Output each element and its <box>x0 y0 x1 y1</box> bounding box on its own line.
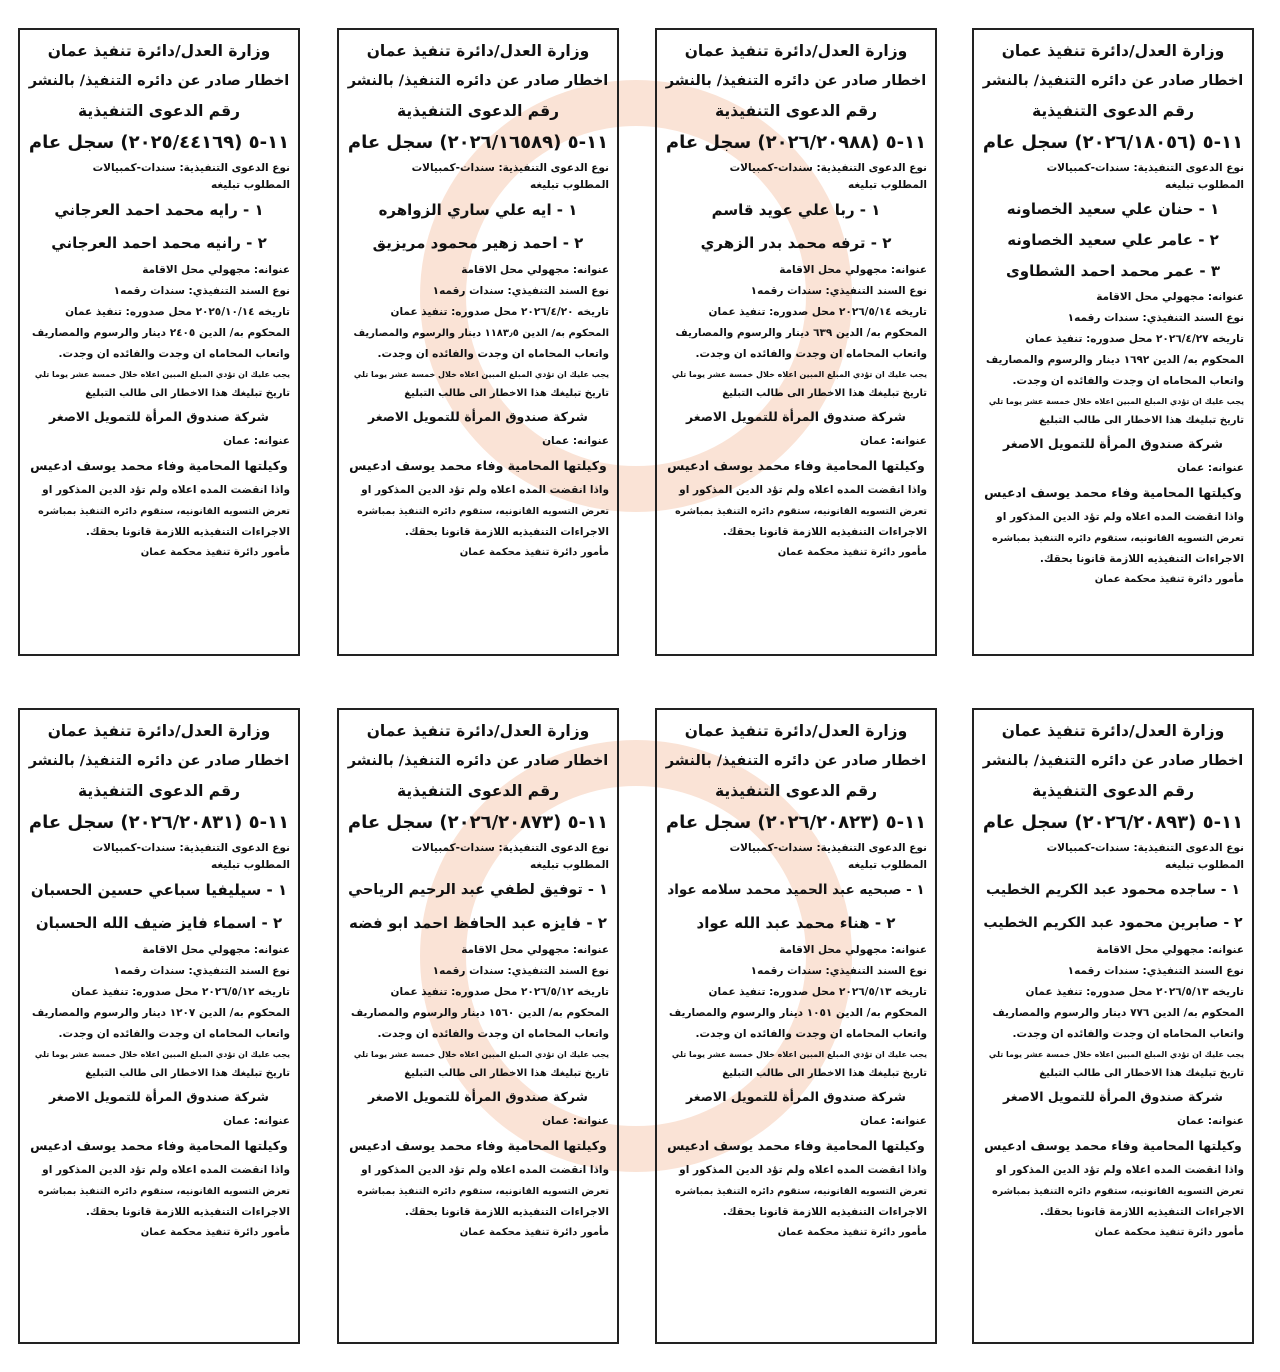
case-label: رقم الدعوى التنفيذية <box>77 782 241 800</box>
company-name: شركة صندوق المرأة للتمويل الاصغر <box>49 1089 269 1104</box>
amount-line: المحكوم به/ الدين ١٢٠٧ دينار والرسوم والمصاريف <box>32 1007 290 1019</box>
party-name: ٢ - رانيه محمد احمد العرجاني <box>51 234 267 252</box>
pay-line: تاريخ تبليغك هذا الاخطار الى طالب التبليغ <box>1039 1068 1244 1079</box>
pay-line: تاريخ تبليغك هذا الاخطار الى طالب التبليغ <box>85 388 290 399</box>
company-address: عنوانه: عمان <box>860 435 927 447</box>
case-number: ١١-٥ (٢٠٢٦/٢٠٨٣١) سجل عام <box>28 812 290 833</box>
amount-line: المحكوم به/ الدين ٧٧٦ دينار والرسوم والمصاريف <box>992 1007 1244 1019</box>
parties-list <box>665 874 927 940</box>
pay-line: تاريخ تبليغك هذا الاخطار الى طالب التبليغ <box>404 1068 609 1079</box>
to-notify-label: المطلوب تبليغه <box>530 859 609 871</box>
company-name: شركة صندوق المرأة للتمويل الاصغر <box>368 409 588 424</box>
ministry-header: وزارة العدل/دائرة تنفيذ عمان <box>366 722 590 740</box>
deed-type: نوع السند التنفيذي: سندات رقمه١ <box>432 285 609 297</box>
warning-line: واذا انقضت المده اعلاه ولم تؤد الدين المذكور او <box>679 484 927 496</box>
parties-list <box>982 874 1244 940</box>
pay-line: تاريخ تبليغك هذا الاخطار الى طالب التبليغ <box>722 388 927 399</box>
party-name: ٢ - صابرين محمود عبد الكريم الخطيب <box>983 915 1243 931</box>
party-name: ١ - ربا علي عويد قاسم <box>711 201 881 219</box>
to-notify-label: المطلوب تبليغه <box>848 179 927 191</box>
amount-line: المحكوم به/ الدين ١٠٥١ دينار والرسوم والمصاريف <box>669 1007 927 1019</box>
warning-line: الاجراءات التنفيذيه اللازمة قانونا بحقك. <box>1039 553 1244 565</box>
fees-line: واتعاب المحاماه ان وجدت والفائده ان وجدت. <box>695 348 927 360</box>
company-address: عنوانه: عمان <box>542 435 609 447</box>
case-label: رقم الدعوى التنفيذية <box>714 102 878 120</box>
party-name: ١ - ايه علي ساري الزواهره <box>378 201 578 219</box>
to-notify-label: المطلوب تبليغه <box>1165 859 1244 871</box>
case-label: رقم الدعوى التنفيذية <box>77 102 241 120</box>
company-name: شركة صندوق المرأة للتمويل الاصغر <box>686 409 906 424</box>
ministry-header: وزارة العدل/دائرة تنفيذ عمان <box>47 722 271 740</box>
address-line: عنوانه: مجهولي محل الاقامة <box>461 264 609 276</box>
address-line: عنوانه: مجهولي محل الاقامة <box>142 944 290 956</box>
company-address: عنوانه: عمان <box>223 435 290 447</box>
address-line: عنوانه: مجهولي محل الاقامة <box>779 944 927 956</box>
deed-type: نوع السند التنفيذي: سندات رقمه١ <box>113 965 290 977</box>
ministry-header: وزارة العدل/دائرة تنفيذ عمان <box>47 42 271 60</box>
notice-card <box>337 708 619 1344</box>
case-type: نوع الدعوى التنفيذية: سندات-كمبيالات <box>1046 162 1244 174</box>
parties-list <box>28 194 290 260</box>
warning-line: تعرض التسويه القانونيه، ستقوم دائره التنفيذ بمباشره <box>38 1186 290 1197</box>
case-label: رقم الدعوى التنفيذية <box>1031 782 1195 800</box>
warning-line: واذا انقضت المده اعلاه ولم تؤد الدين المذكور او <box>361 484 609 496</box>
warning-line: الاجراءات التنفيذيه اللازمة قانونا بحقك. <box>85 526 290 538</box>
pay-line: تاريخ تبليغك هذا الاخطار الى طالب التبليغ <box>85 1068 290 1079</box>
fees-line: واتعاب المحاماه ان وجدت والفائده ان وجدت. <box>695 1028 927 1040</box>
deed-type: نوع السند التنفيذي: سندات رقمه١ <box>1067 965 1244 977</box>
company-address: عنوانه: عمان <box>223 1115 290 1127</box>
case-number: ١١-٥ (٢٠٢٦/١٦٥٨٩) سجل عام <box>347 132 609 153</box>
date-line: تاريخه ٢٠٢٦/٥/١٢ محل صدوره: تنفيذ عمان <box>390 986 609 998</box>
notice-card <box>655 28 937 656</box>
parties-list <box>982 194 1244 287</box>
company-address: عنوانه: عمان <box>542 1115 609 1127</box>
party-name: ١ - توفيق لطفي عبد الرحيم الرياحي <box>348 882 608 898</box>
to-notify-label: المطلوب تبليغه <box>211 179 290 191</box>
notice-title: اخطار صادر عن دائره التنفيذ/ بالنشر <box>982 753 1244 769</box>
date-line: تاريخه ٢٠٢٦/٤/٢٧ محل صدوره: تنفيذ عمان <box>1025 333 1244 345</box>
to-notify-label: المطلوب تبليغه <box>530 179 609 191</box>
warning-line: واذا انقضت المده اعلاه ولم تؤد الدين المذكور او <box>679 1164 927 1176</box>
pay-line: يجب عليك ان تؤدي المبلغ المبين اعلاه خلال خمسة عشر يوما تلي <box>671 1050 927 1059</box>
warning-line: الاجراءات التنفيذيه اللازمة قانونا بحقك. <box>1039 1206 1244 1218</box>
lawyer-name: وكيلتها المحامية وفاء محمد يوسف ادعيس <box>667 1138 925 1153</box>
company-address: عنوانه: عمان <box>1177 462 1244 474</box>
address-line: عنوانه: مجهولي محل الاقامة <box>1096 291 1244 303</box>
officer-signature: مأمور دائرة تنفيذ محكمة عمان <box>777 1227 927 1238</box>
notice-title: اخطار صادر عن دائره التنفيذ/ بالنشر <box>982 73 1244 89</box>
pay-line: تاريخ تبليغك هذا الاخطار الى طالب التبليغ <box>1039 415 1244 426</box>
fees-line: واتعاب المحاماه ان وجدت والفائده ان وجدت. <box>377 1028 609 1040</box>
pay-line: يجب عليك ان تؤدي المبلغ المبين اعلاه خلال خمسة عشر يوما تلي <box>353 370 609 379</box>
deed-type: نوع السند التنفيذي: سندات رقمه١ <box>750 965 927 977</box>
party-name: ١ - سيليفيا سباعي حسين الحسبان <box>30 881 288 899</box>
notice-title: اخطار صادر عن دائره التنفيذ/ بالنشر <box>28 73 290 89</box>
party-name: ٣ - عمر محمد احمد الشطاوى <box>1006 262 1220 280</box>
amount-line: المحكوم به/ الدين ١٥٦٠ دينار والرسوم والمصاريف <box>351 1007 609 1019</box>
case-type: نوع الدعوى التنفيذية: سندات-كمبيالات <box>411 842 609 854</box>
case-number: ١١-٥ (٢٠٢٦/٢٠٨٢٣) سجل عام <box>665 812 927 833</box>
notice-card <box>972 28 1254 656</box>
notice-card <box>337 28 619 656</box>
case-label: رقم الدعوى التنفيذية <box>396 102 560 120</box>
warning-line: تعرض التسويه القانونيه، ستقوم دائره التنفيذ بمباشره <box>675 506 927 517</box>
notice-title: اخطار صادر عن دائره التنفيذ/ بالنشر <box>347 753 609 769</box>
date-line: تاريخه ٢٠٢٦/٥/١٣ محل صدوره: تنفيذ عمان <box>1025 986 1244 998</box>
company-name: شركة صندوق المرأة للتمويل الاصغر <box>1003 1089 1223 1104</box>
case-type: نوع الدعوى التنفيذية: سندات-كمبيالات <box>729 842 927 854</box>
amount-line: المحكوم به/ الدين ٦٣٩ دينار والرسوم والمصاريف <box>675 327 927 339</box>
officer-signature: مأمور دائرة تنفيذ محكمة عمان <box>1094 574 1244 585</box>
notice-title: اخطار صادر عن دائره التنفيذ/ بالنشر <box>347 73 609 89</box>
pay-line: يجب عليك ان تؤدي المبلغ المبين اعلاه خلال خمسة عشر يوما تلي <box>671 370 927 379</box>
pay-line: يجب عليك ان تؤدي المبلغ المبين اعلاه خلال خمسة عشر يوما تلي <box>34 370 290 379</box>
party-name: ٢ - هناء محمد عبد الله عواد <box>696 914 896 932</box>
fees-line: واتعاب المحاماه ان وجدت والفائده ان وجدت. <box>58 348 290 360</box>
to-notify-label: المطلوب تبليغه <box>211 859 290 871</box>
pay-line: تاريخ تبليغك هذا الاخطار الى طالب التبليغ <box>404 388 609 399</box>
case-label: رقم الدعوى التنفيذية <box>396 782 560 800</box>
officer-signature: مأمور دائرة تنفيذ محكمة عمان <box>459 1227 609 1238</box>
deed-type: نوع السند التنفيذي: سندات رقمه١ <box>113 285 290 297</box>
notice-card <box>18 708 300 1344</box>
officer-signature: مأمور دائرة تنفيذ محكمة عمان <box>140 547 290 558</box>
case-type: نوع الدعوى التنفيذية: سندات-كمبيالات <box>729 162 927 174</box>
notice-title: اخطار صادر عن دائره التنفيذ/ بالنشر <box>665 73 927 89</box>
warning-line: الاجراءات التنفيذيه اللازمة قانونا بحقك. <box>404 1206 609 1218</box>
pay-line: يجب عليك ان تؤدي المبلغ المبين اعلاه خلال خمسة عشر يوما تلي <box>34 1050 290 1059</box>
case-number: ١١-٥ (٢٠٢٦/٢٠٨٧٣) سجل عام <box>347 812 609 833</box>
notice-card <box>972 708 1254 1344</box>
party-name: ١ - حنان علي سعيد الخصاونه <box>1006 200 1220 218</box>
lawyer-name: وكيلتها المحامية وفاء محمد يوسف ادعيس <box>984 1138 1242 1153</box>
case-type: نوع الدعوى التنفيذية: سندات-كمبيالات <box>1046 842 1244 854</box>
case-label: رقم الدعوى التنفيذية <box>714 782 878 800</box>
parties-list <box>28 874 290 940</box>
date-line: تاريخه ٢٠٢٦/٥/١٤ محل صدوره: تنفيذ عمان <box>708 306 927 318</box>
deed-type: نوع السند التنفيذي: سندات رقمه١ <box>432 965 609 977</box>
amount-line: المحكوم به/ الدين ١١٨٣٫٥ دينار والرسوم والمصاريف <box>353 328 609 339</box>
to-notify-label: المطلوب تبليغه <box>1165 179 1244 191</box>
fees-line: واتعاب المحاماه ان وجدت والفائده ان وجدت. <box>377 348 609 360</box>
warning-line: تعرض التسويه القانونيه، ستقوم دائره التنفيذ بمباشره <box>38 506 290 517</box>
notice-card <box>655 708 937 1344</box>
warning-line: الاجراءات التنفيذيه اللازمة قانونا بحقك. <box>85 1206 290 1218</box>
pay-line: يجب عليك ان تؤدي المبلغ المبين اعلاه خلال خمسة عشر يوما تلي <box>353 1050 609 1059</box>
party-name: ١ - صبحيه عبد الحميد محمد سلامه عواد <box>667 882 925 898</box>
warning-line: تعرض التسويه القانونيه، ستقوم دائره التنفيذ بمباشره <box>675 1186 927 1197</box>
party-name: ٢ - ترفه محمد بدر الزهري <box>700 234 892 252</box>
deed-type: نوع السند التنفيذي: سندات رقمه١ <box>1067 312 1244 324</box>
officer-signature: مأمور دائرة تنفيذ محكمة عمان <box>459 547 609 558</box>
warning-line: تعرض التسويه القانونيه، ستقوم دائره التنفيذ بمباشره <box>357 506 609 517</box>
company-address: عنوانه: عمان <box>1177 1115 1244 1127</box>
warning-line: واذا انقضت المده اعلاه ولم تؤد الدين المذكور او <box>996 511 1244 523</box>
case-number: ١١-٥ (٢٠٢٥/٤٤١٦٩) سجل عام <box>28 132 290 153</box>
warning-line: تعرض التسويه القانونيه، ستقوم دائره التنفيذ بمباشره <box>357 1186 609 1197</box>
case-type: نوع الدعوى التنفيذية: سندات-كمبيالات <box>92 162 290 174</box>
officer-signature: مأمور دائرة تنفيذ محكمة عمان <box>140 1227 290 1238</box>
address-line: عنوانه: مجهولي محل الاقامة <box>461 944 609 956</box>
ministry-header: وزارة العدل/دائرة تنفيذ عمان <box>684 42 908 60</box>
warning-line: الاجراءات التنفيذيه اللازمة قانونا بحقك. <box>722 526 927 538</box>
warning-line: تعرض التسويه القانونيه، ستقوم دائره التنفيذ بمباشره <box>992 533 1244 544</box>
address-line: عنوانه: مجهولي محل الاقامة <box>1096 944 1244 956</box>
lawyer-name: وكيلتها المحامية وفاء محمد يوسف ادعيس <box>667 458 925 473</box>
pay-line: تاريخ تبليغك هذا الاخطار الى طالب التبليغ <box>722 1068 927 1079</box>
ministry-header: وزارة العدل/دائرة تنفيذ عمان <box>366 42 590 60</box>
officer-signature: مأمور دائرة تنفيذ محكمة عمان <box>1094 1227 1244 1238</box>
party-name: ٢ - اسماء فايز ضيف الله الحسبان <box>35 914 283 932</box>
warning-line: واذا انقضت المده اعلاه ولم تؤد الدين المذكور او <box>42 484 290 496</box>
party-name: ٢ - احمد زهير محمود مريزيق <box>372 234 584 252</box>
case-type: نوع الدعوى التنفيذية: سندات-كمبيالات <box>92 842 290 854</box>
deed-type: نوع السند التنفيذي: سندات رقمه١ <box>750 285 927 297</box>
notice-card <box>18 28 300 656</box>
company-address: عنوانه: عمان <box>860 1115 927 1127</box>
lawyer-name: وكيلتها المحامية وفاء محمد يوسف ادعيس <box>349 1138 607 1153</box>
address-line: عنوانه: مجهولي محل الاقامة <box>142 264 290 276</box>
lawyer-name: وكيلتها المحامية وفاء محمد يوسف ادعيس <box>984 485 1242 500</box>
pay-line: يجب عليك ان تؤدي المبلغ المبين اعلاه خلال خمسة عشر يوما تلي <box>988 1050 1244 1059</box>
ministry-header: وزارة العدل/دائرة تنفيذ عمان <box>1001 42 1225 60</box>
warning-line: الاجراءات التنفيذيه اللازمة قانونا بحقك. <box>722 1206 927 1218</box>
parties-list <box>665 194 927 260</box>
party-name: ٢ - فايزه عبد الحافظ احمد ابو فضه <box>349 914 607 932</box>
case-type: نوع الدعوى التنفيذية: سندات-كمبيالات <box>411 162 609 174</box>
date-line: تاريخه ٢٠٢٦/٥/١٢ محل صدوره: تنفيذ عمان <box>71 986 290 998</box>
notice-title: اخطار صادر عن دائره التنفيذ/ بالنشر <box>28 753 290 769</box>
date-line: تاريخه ٢٠٢٥/١٠/١٤ محل صدوره: تنفيذ عمان <box>65 306 290 318</box>
warning-line: الاجراءات التنفيذيه اللازمة قانونا بحقك. <box>404 526 609 538</box>
address-line: عنوانه: مجهولي محل الاقامة <box>779 264 927 276</box>
officer-signature: مأمور دائرة تنفيذ محكمة عمان <box>777 547 927 558</box>
lawyer-name: وكيلتها المحامية وفاء محمد يوسف ادعيس <box>30 1138 288 1153</box>
amount-line: المحكوم به/ الدين ١٦٩٢ دينار والرسوم والمصاريف <box>986 354 1244 366</box>
case-number: ١١-٥ (٢٠٢٦/٢٠٨٩٣) سجل عام <box>982 812 1244 833</box>
warning-line: واذا انقضت المده اعلاه ولم تؤد الدين المذكور او <box>996 1164 1244 1176</box>
ministry-header: وزارة العدل/دائرة تنفيذ عمان <box>1001 722 1225 740</box>
party-name: ١ - ساجده محمود عبد الكريم الخطيب <box>986 882 1240 898</box>
case-number: ١١-٥ (٢٠٢٦/١٨٠٥٦) سجل عام <box>982 132 1244 153</box>
warning-line: واذا انقضت المده اعلاه ولم تؤد الدين المذكور او <box>42 1164 290 1176</box>
company-name: شركة صندوق المرأة للتمويل الاصغر <box>368 1089 588 1104</box>
date-line: تاريخه ٢٠٢٦/٤/٢٠ محل صدوره: تنفيذ عمان <box>390 306 609 318</box>
warning-line: واذا انقضت المده اعلاه ولم تؤد الدين المذكور او <box>361 1164 609 1176</box>
fees-line: واتعاب المحاماه ان وجدت والفائده ان وجدت. <box>1012 1028 1244 1040</box>
company-name: شركة صندوق المرأة للتمويل الاصغر <box>686 1089 906 1104</box>
amount-line: المحكوم به/ الدين ٢٤٠٥ دينار والرسوم والمصاريف <box>32 327 290 339</box>
party-name: ٢ - عامر علي سعيد الخصاونه <box>1007 231 1219 249</box>
pay-line: يجب عليك ان تؤدي المبلغ المبين اعلاه خلال خمسة عشر يوما تلي <box>988 397 1244 406</box>
party-name: ١ - رايه محمد احمد العرجاني <box>54 201 264 219</box>
fees-line: واتعاب المحاماه ان وجدت والفائده ان وجدت. <box>1012 375 1244 387</box>
lawyer-name: وكيلتها المحامية وفاء محمد يوسف ادعيس <box>30 458 288 473</box>
case-number: ١١-٥ (٢٠٢٦/٢٠٩٨٨) سجل عام <box>665 132 927 153</box>
parties-list <box>347 874 609 940</box>
date-line: تاريخه ٢٠٢٦/٥/١٣ محل صدوره: تنفيذ عمان <box>708 986 927 998</box>
company-name: شركة صندوق المرأة للتمويل الاصغر <box>49 409 269 424</box>
case-label: رقم الدعوى التنفيذية <box>1031 102 1195 120</box>
fees-line: واتعاب المحاماه ان وجدت والفائده ان وجدت. <box>58 1028 290 1040</box>
lawyer-name: وكيلتها المحامية وفاء محمد يوسف ادعيس <box>349 458 607 473</box>
notice-title: اخطار صادر عن دائره التنفيذ/ بالنشر <box>665 753 927 769</box>
warning-line: تعرض التسويه القانونيه، ستقوم دائره التنفيذ بمباشره <box>992 1186 1244 1197</box>
ministry-header: وزارة العدل/دائرة تنفيذ عمان <box>684 722 908 740</box>
to-notify-label: المطلوب تبليغه <box>848 859 927 871</box>
parties-list <box>347 194 609 260</box>
company-name: شركة صندوق المرأة للتمويل الاصغر <box>1003 436 1223 451</box>
